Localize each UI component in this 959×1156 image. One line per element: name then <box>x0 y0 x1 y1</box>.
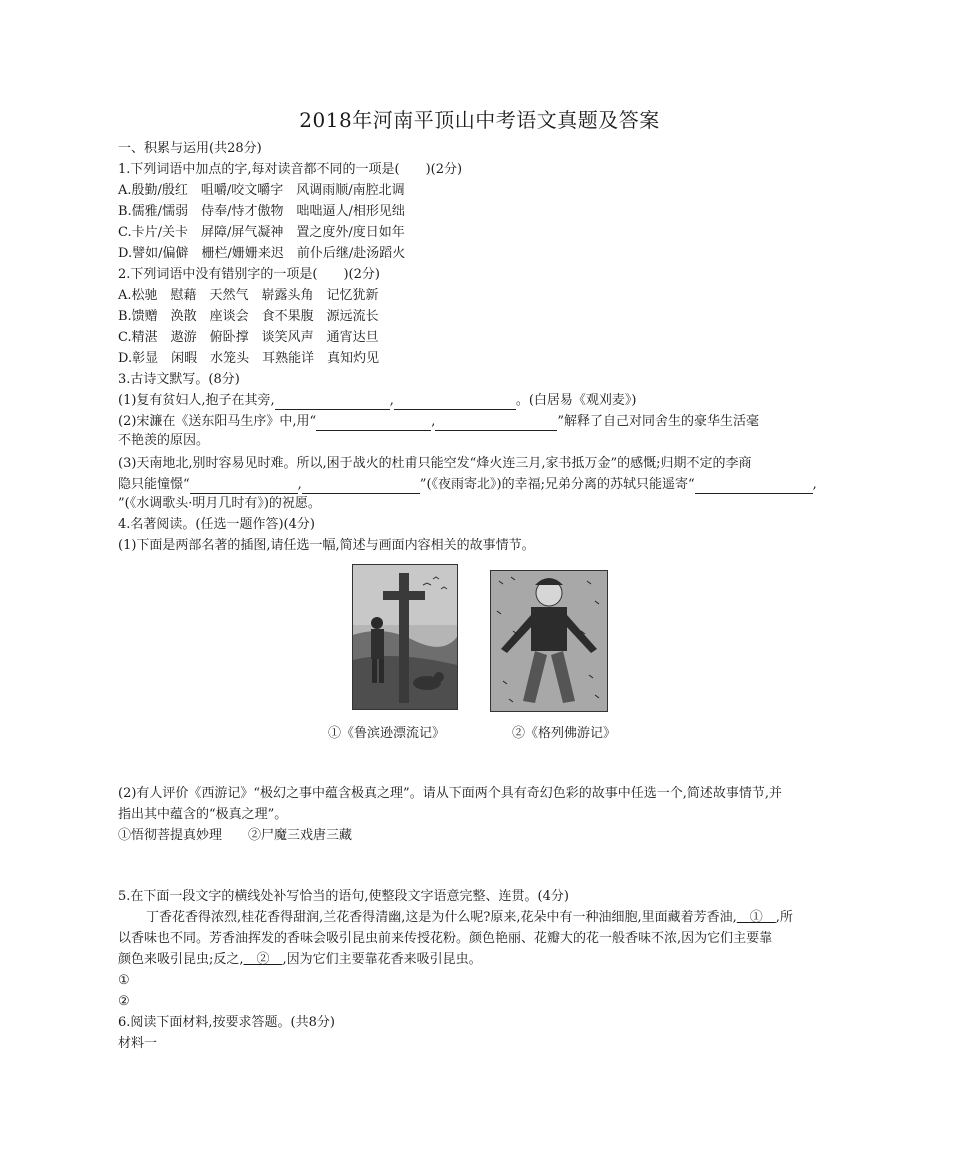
q4-stem: 4.名著阅读。(任选一题作答)(4分) <box>118 517 315 532</box>
q1-stem: 1.下列词语中加点的字,每对读音都不同的一项是( )(2分) <box>118 162 463 177</box>
q5-answer-2[interactable]: ② <box>118 994 130 1009</box>
q6-stem: 6.阅读下面材料,按要求答题。(共8分) <box>118 1015 335 1030</box>
q5-passage-line3 <box>118 951 482 969</box>
q1-option-a: A.殷勤/殷红 咀嚼/咬文嚼字 风调雨顺/南腔北调 <box>118 183 405 198</box>
q5-passage-text-end: ,因为它们主要靠花香来吸引昆虫。 <box>282 952 482 967</box>
q3-part2-cont: 不艳羡的原因。 <box>118 433 210 448</box>
q5-blank-1[interactable]: ① <box>736 910 776 925</box>
q3-part3-text: 隐只能憧憬“ <box>118 477 190 492</box>
q3-part1-text: (1)复有贫妇人,抱子在其旁, <box>118 393 275 408</box>
answer-blank[interactable] <box>275 395 390 410</box>
q5-passage-line2: 以香味也不同。芳香油挥发的香味会吸引昆虫前来传授花粉。颜色艳丽、花瓣大的花一般香味不浓,因为它们主要靠 <box>118 931 773 946</box>
q5-passage-line1 <box>146 909 793 927</box>
q2-option-a: A.松驰 慰藉 天然气 崭露头角 记忆犹新 <box>118 288 379 303</box>
page-title: 2018年河南平顶山中考语文真题及答案 <box>299 108 660 132</box>
illustration-cross-scene <box>353 565 457 709</box>
q5-passage-text: 丁香花香得浓烈,桂花香得甜润,兰花香得清幽,这是为什么呢?原来,花朵中有一种油细胞,里面藏着芳香油, <box>146 910 737 925</box>
answer-blank[interactable] <box>695 479 813 494</box>
q3-part3-sep: , <box>297 477 302 492</box>
q3-part1 <box>118 392 636 410</box>
q2-option-c: C.精湛 遨游 俯卧撑 谈笑风声 通宵达旦 <box>118 330 379 345</box>
illustration-bound-giant <box>491 571 607 711</box>
q3-part1-sep: , <box>389 393 394 408</box>
q3-part3-line1: (3)天南地北,别时容易见时难。所以,困于战火的杜甫只能空发“烽火连三月,家书抵万金”的感慨;归期不定的李商 <box>118 456 752 471</box>
q3-part3-sep2: , <box>812 477 817 492</box>
q4-part2-choices: ①悟彻菩提真妙理 ②尸魔三戏唐三藏 <box>118 828 353 843</box>
answer-blank[interactable] <box>316 416 431 431</box>
answer-blank[interactable] <box>302 479 420 494</box>
q5-blank-2[interactable]: ② <box>243 952 283 967</box>
q5-passage-text-end: ,所 <box>775 910 793 925</box>
q4-part1: (1)下面是两部名著的插图,请任选一幅,简述与画面内容相关的故事情节。 <box>118 538 535 553</box>
q1-option-d: D.譬如/偏僻 栅栏/姗姗来迟 前仆后继/赴汤蹈火 <box>118 246 406 261</box>
q3-part1-source: 。(白居易《观刈麦》) <box>515 393 637 408</box>
q3-part2-sep: , <box>431 414 436 429</box>
q3-part3-line2 <box>118 476 817 494</box>
q3-stem: 3.古诗文默写。(8分) <box>118 372 240 387</box>
gulliver-illustration <box>490 570 608 712</box>
q3-part3-text-mid: ”(《夜雨寄北》)的幸福;兄弟分离的苏轼只能遥寄“ <box>419 477 695 492</box>
robinson-crusoe-illustration <box>352 564 458 710</box>
answer-blank[interactable] <box>190 479 298 494</box>
q2-stem: 2.下列词语中没有错别字的一项是( )(2分) <box>118 267 380 282</box>
q2-option-b: B.馈赠 涣散 座谈会 食不果腹 源远流长 <box>118 309 379 324</box>
q5-answer-1[interactable]: ① <box>118 973 130 988</box>
q5-passage-text: 颜色来吸引昆虫;反之, <box>118 952 244 967</box>
q4-part2-line1: (2)有人评价《西游记》“极幻之事中蕴含极真之理”。请从下面两个具有奇幻色彩的故事中任选一个,简述故事情节,并 <box>118 786 782 801</box>
q1-option-c: C.卡片/关卡 屏障/屏气凝神 置之度外/度日如年 <box>118 225 405 240</box>
q3-part3-line3: ”(《水调歌头·明月几时有》)的祝愿。 <box>118 496 321 511</box>
q2-option-d: D.彰显 闲暇 水笼头 耳熟能详 真知灼见 <box>118 351 380 366</box>
q3-part2-text-end: ”解释了自己对同舍生的豪华生活毫 <box>557 414 759 429</box>
section-heading: 一、积累与运用(共28分) <box>118 141 262 156</box>
q3-part2-text: (2)宋濂在《送东阳马生序》中,用“ <box>118 414 317 429</box>
q5-stem: 5.在下面一段文字的横线处补写恰当的语句,使整段文字语意完整、连贯。(4分) <box>118 889 569 904</box>
q1-option-b: B.儒雅/懦弱 侍奉/恃才傲物 咄咄逼人/相形见绌 <box>118 204 405 219</box>
answer-blank[interactable] <box>435 416 557 431</box>
caption-gulliver: ②《格列佛游记》 <box>512 726 617 741</box>
q3-part2 <box>118 413 759 431</box>
caption-robinson: ①《鲁滨逊漂流记》 <box>328 726 446 741</box>
answer-blank[interactable] <box>394 395 516 410</box>
q4-part2-line2: 指出其中蕴含的“极真之理”。 <box>118 807 288 822</box>
q6-material-label: 材料一 <box>118 1036 158 1051</box>
